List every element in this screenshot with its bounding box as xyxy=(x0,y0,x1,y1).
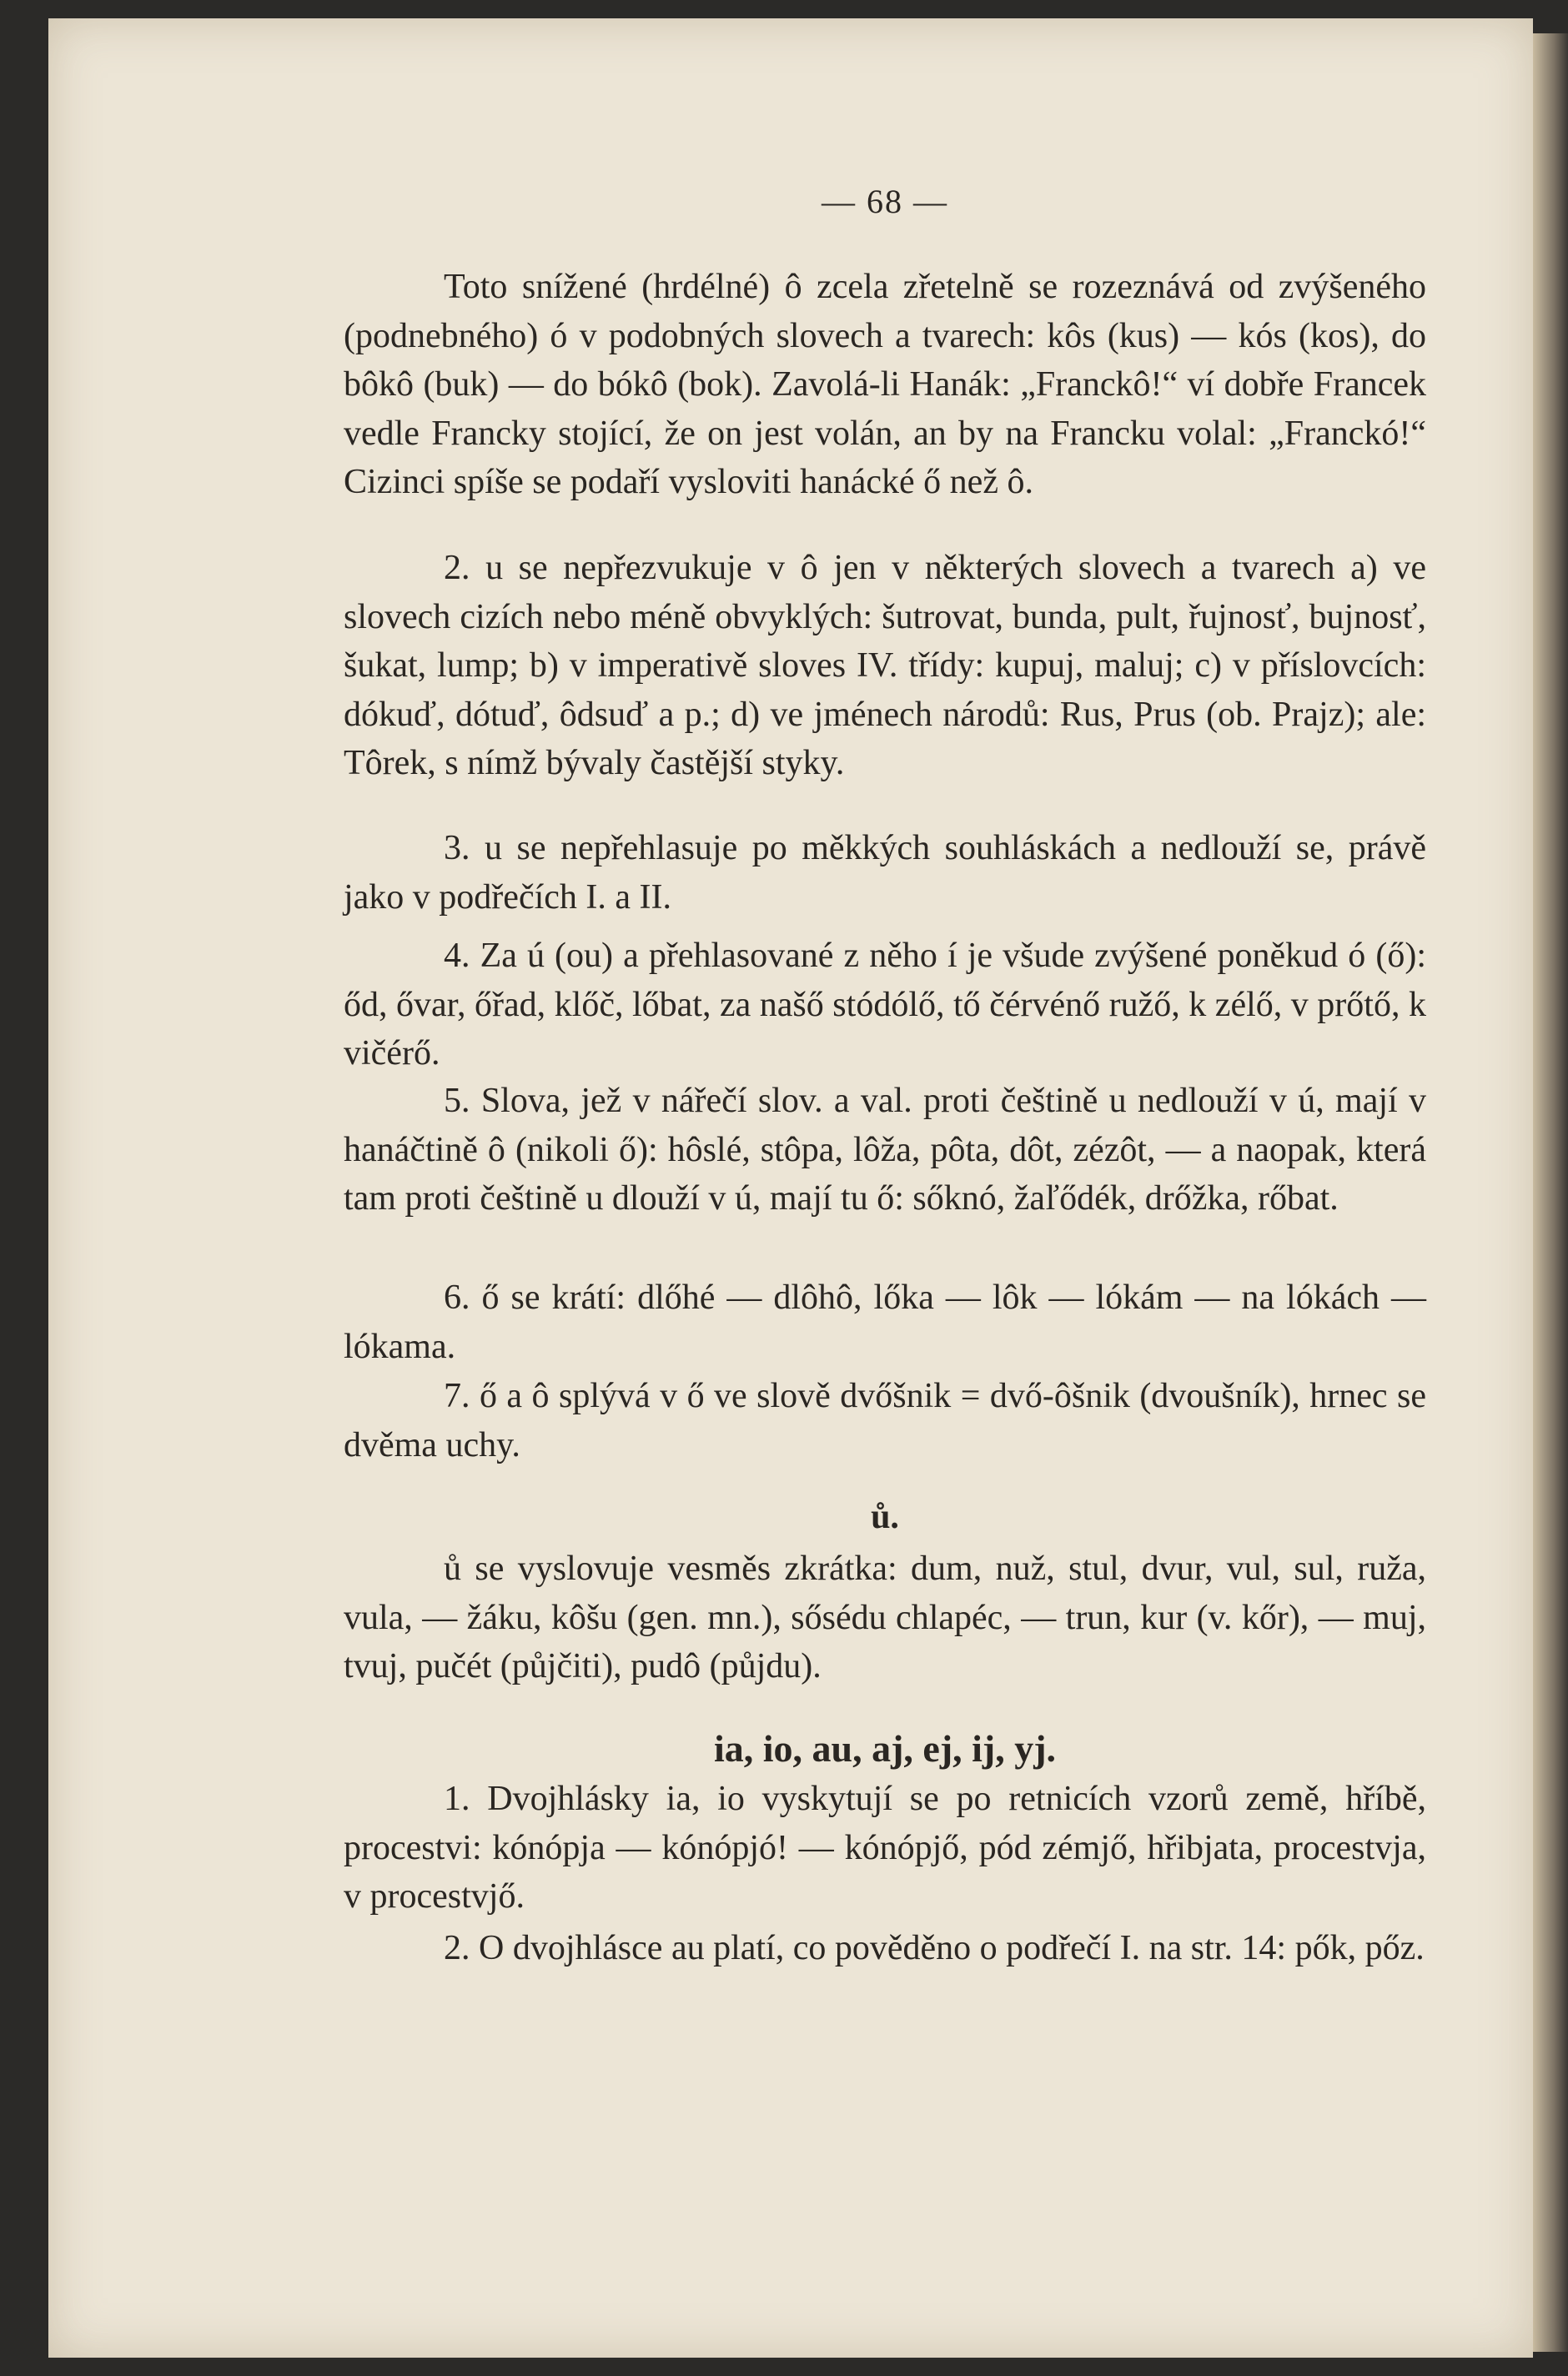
paragraph-4: 4. Za ú (ou) a přehlasované z něho í je všude zvýšené poněkud ó (ő): őd, ővar, őřad, klőč, lőbat, za našő stódólő, tő čérvénő ružő, k zélő, v prőtő, k vičérő. xyxy=(344,937,1426,1072)
paragraph-u: ů se vyslovuje vesměs zkrátka: dum, nuž, stul, dvur, vul, sul, ruža, vula, — žáku, kôšu (gen. mn.), sősédu chlapéc, — trun, kur (v. kőr), — muj, tvuj, pučét (půjčiti), pudô (půjdu). xyxy=(344,1550,1426,1685)
paragraph-ia-1: 1. Dvojhlásky ia, io vyskytují se po retnicích vzorů země, hříbě, procestvi: kónópja — kónópjó! — kónópjő, pód zémjő, hřibjata, procestvja, v procestvjő. xyxy=(344,1780,1426,1916)
paragraph-3: 3. u se nepřehlasuje po měkkých souhláskách a nedlouží se, právě jako v podřečích I. a II. xyxy=(344,829,1426,917)
heading-u-section: ů. xyxy=(871,1498,899,1536)
book-spine-edge xyxy=(1533,33,1568,2352)
page-number: — 68 — xyxy=(822,183,948,220)
paragraph-ia-2: 2. O dvojhlásce au platí, co pověděno o podřečí I. na str. 14: pők, pőz. xyxy=(444,1929,1425,1967)
paragraph-2: 2. u se nepřezvukuje v ô jen v některých slovech a tvarech a) ve slovech cizích nebo méně obvyklých: šutrovat, bunda, pult, řujnosť, bujnosť, šukat, lump; b) v imperativě sloves IV. třídy: kupuj, maluj; c) v příslovcích: dókuď, dótuď, ôdsuď a p.; d) ve jménech národů: Rus, Prus (ob. Prajz); ale: Tôrek, s nímž bývaly častější styky. xyxy=(344,549,1426,782)
paragraph-5: 5. Slova, jež v nářečí slov. a val. proti češtině u nedlouží v ú, mají v hanáčtině ô (nikoli ő): hôslé, stôpa, lôža, pôta, dôt, zézôt, — a naopak, která tam proti češtině u dlouží v ú, mají tu ő: sőknó, žaľődék, drőžka, rőbat. xyxy=(344,1082,1426,1218)
paragraph-intro: Toto snížené (hrdélné) ô zcela zřetelně se rozeznává od zvýšeného (podnebného) ó v podobných slovech a tvarech: kôs (kus) — kós (kos), do bôkô (buk) — do bókô (bok). Zavolá-li Hanák: „Franckô!“ ví dobře Francek vedle Francky stojící, že on jest volán, an by na Francku volal: „Franckó!“ Cizinci spíše se podaří vysloviti hanácké ő než ô. xyxy=(344,268,1426,501)
paragraph-7: 7. ő a ô splývá v ő ve slově dvőšnik = dvő-ôšnik (dvoušník), hrnec se dvěma uchy. xyxy=(344,1377,1426,1464)
paragraph-6: 6. ő se krátí: dlőhé — dlôhô, lőka — lôk — lókám — na lókách — lókama. xyxy=(344,1278,1426,1366)
heading-diphthongs: ia, io, au, aj, ej, ij, yj. xyxy=(713,1727,1057,1770)
